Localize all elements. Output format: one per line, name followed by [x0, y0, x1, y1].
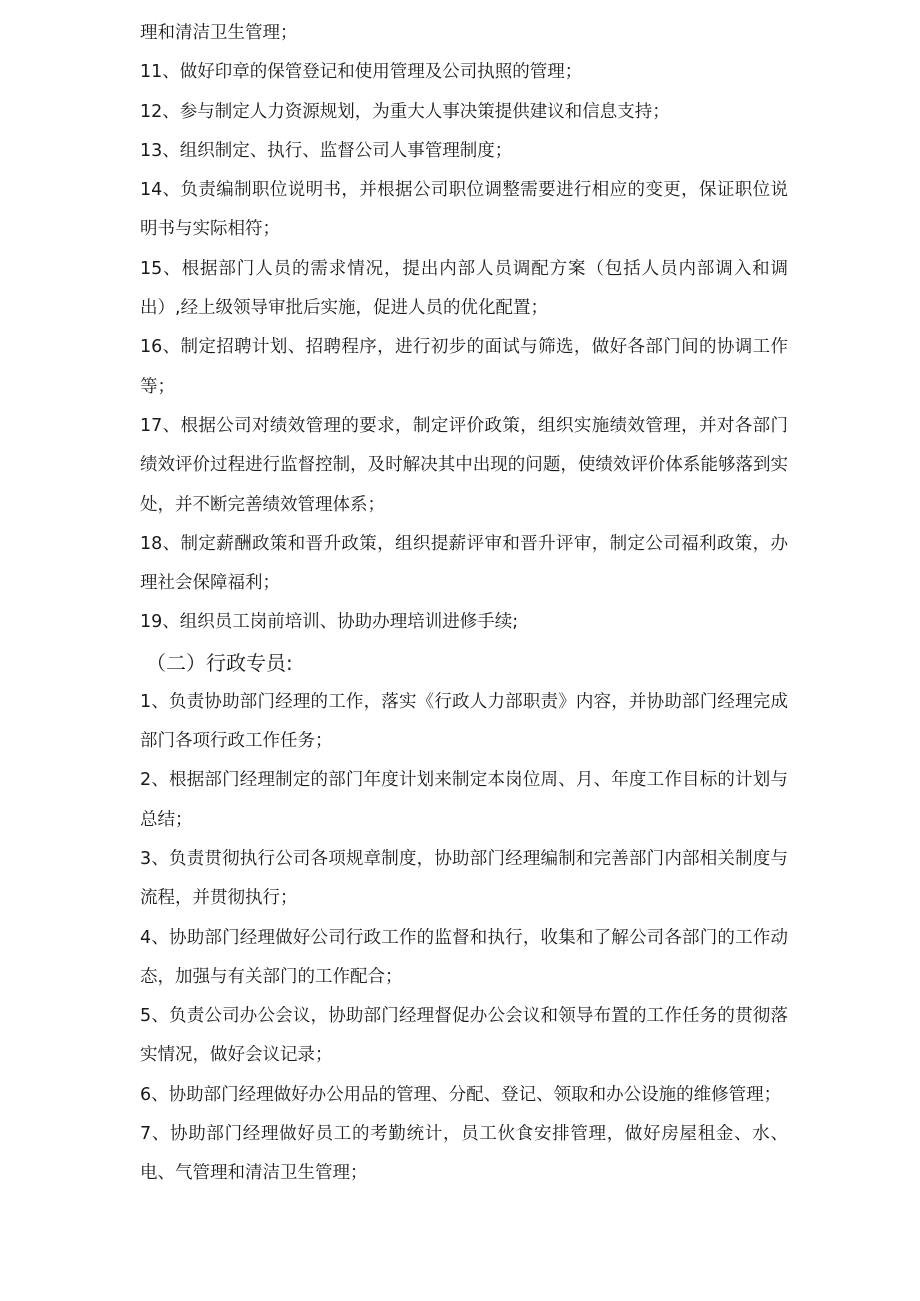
section-heading: （二）行政专员: [146, 650, 293, 675]
duty-item: 1、负责协助部门经理的工作，落实《行政人力部职责》内容，并协助部门经理完成部门各项行政工作任务； [140, 691, 788, 752]
duty-item: 12、参与制定人力资源规划，为重大人事决策提供建议和信息支持； [140, 101, 670, 122]
duty-item: 19、组织员工岗前培训、协助办理培训进修手续; [140, 612, 519, 633]
duty-item: 16、制定招聘计划、招聘程序，进行初步的面试与筛选，做好各部门间的协调工作等； [140, 337, 788, 397]
duty-item: 17、根据公司对绩效管理的要求，制定评价政策，组织实施绩效管理，并对各部门绩效评价过程进行监督控制，及时解决其中出现的问题，使绩效评价体系能够落到实处，并不断完善绩效管理体系； [140, 415, 788, 515]
duty-item: 14、负责编制职位说明书，并根据公司职位调整需要进行相应的变更，保证职位说明书与实际相符； [140, 180, 788, 240]
duty-item: 13、组织制定、执行、监督公司人事管理制度； [140, 140, 513, 161]
duty-item: 理和清洁卫生管理； [140, 23, 298, 43]
duty-item: 3、负责贯彻执行公司各项规章制度，协助部门经理编制和完善部门内部相关制度与流程，并贯彻执行； [140, 848, 788, 909]
duty-item: 15、根据部门人员的需求情况，提出内部人员调配方案（包括人员内部调入和调出）,经上级领导审批后实施，促进人员的优化配置； [140, 258, 788, 319]
document-page [140, 14, 788, 1194]
duty-item: 7、协助部门经理做好员工的考勤统计，员工伙食安排管理，做好房屋租金、水、电、气管理和清洁卫生管理； [140, 1124, 788, 1184]
duty-item: 18、制定薪酬政策和晋升政策，组织提薪评审和晋升评审，制定公司福利政策，办理社会保障福利； [140, 533, 788, 594]
duty-item: 5、负责公司办公会议，协助部门经理督促办公会议和领导布置的工作任务的贯彻落实情况，做好会议记录； [140, 1006, 788, 1066]
duty-item: 11、做好印章的保管登记和使用管理及公司执照的管理； [140, 62, 583, 83]
duty-item: 4、协助部门经理做好公司行政工作的监督和执行，收集和了解公司各部门的工作动态，加强与有关部门的工作配合； [140, 927, 788, 987]
duty-item: 6、协助部门经理做好办公用品的管理、分配、登记、领取和办公设施的维修管理； [140, 1084, 782, 1105]
duty-item: 2、根据部门经理制定的部门年度计划来制定本岗位周、月、年度工作目标的计划与总结； [140, 770, 788, 830]
